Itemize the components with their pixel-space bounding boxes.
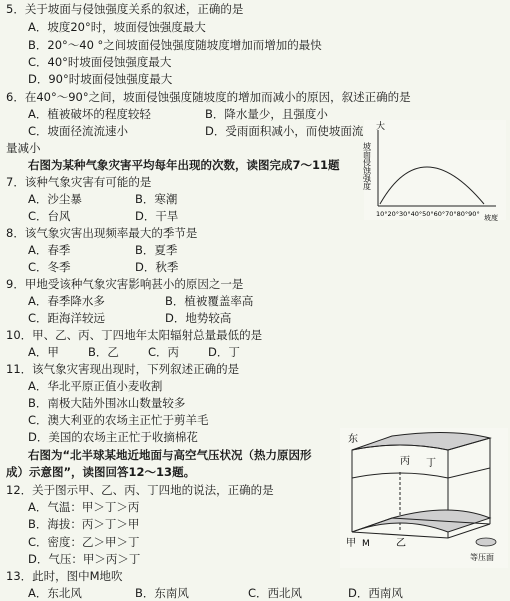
intro-7-11: 右图为某种气象灾害平均每年出现的次数，读图完成7～11题: [28, 158, 340, 172]
q7-option-a: A．沙尘暴: [28, 192, 82, 206]
q6-option-b: B．降水量少，且强度小: [205, 107, 328, 121]
q8-option-a: A．春季: [28, 243, 71, 257]
label-jia: 甲: [346, 538, 356, 549]
q8-stem: 8．该气象灾害出现频率最大的季节是: [6, 226, 198, 240]
pressure-figure: [340, 428, 508, 568]
label-m: M: [362, 539, 370, 549]
q7-stem: 7．该种气象灾害有可能的是: [6, 175, 152, 189]
q12-option-c: C．密度：乙＞甲＞丁: [28, 535, 140, 549]
q9-stem: 9．甲地受该种气象灾害影响甚小的原因之一是: [6, 277, 244, 291]
q9-option-c: C．距海洋较远: [28, 311, 106, 325]
q12-stem: 12．关于图示甲、乙、丙、丁四地的说法，正确的是: [6, 483, 274, 497]
q11-option-d: D．美国的农场主正忙于收摘棉花: [28, 430, 198, 444]
q9-option-b: B．植被覆盖率高: [165, 294, 254, 308]
erosion-y-label: 坡面侵蚀强度: [362, 142, 372, 190]
label-yi: 乙: [396, 538, 406, 549]
q13-stem: 13．此时，图中M地吹: [6, 569, 123, 583]
q12-option-d: D．气压：甲＞丙＞丁: [28, 552, 141, 566]
q9-option-d: D．地势较高: [165, 311, 232, 325]
q7-option-d: D．干旱: [135, 209, 179, 223]
q6-stem: 6．在40°～90°之间，坡面侵蚀强度随坡度的增加而减小的原因，叙述正确的是: [6, 90, 411, 104]
q6-option-d-line2: 量减小: [6, 141, 41, 155]
q11-option-c: C．澳大利亚的农场主正忙于剪羊毛: [28, 413, 209, 427]
q13-option-a: A．东北风: [28, 586, 82, 600]
q8-option-d: D．秋季: [135, 260, 179, 274]
q13-option-d: D．西南风: [348, 586, 403, 600]
intro-12-13-line2: 成）示意图”，读图回答12～13题。: [6, 465, 196, 479]
label-isobar: 等压面: [470, 553, 494, 562]
q7-option-c: C．台风: [28, 209, 71, 223]
label-ding: 丁: [426, 458, 436, 469]
q10-option-d: D．丁: [208, 345, 240, 359]
label-east: 东: [348, 434, 358, 445]
intro-12-13-line1: 右图为“北半球某地近地面与高空气压状况（热力原因形: [28, 448, 312, 462]
erosion-x-label: 坡度: [484, 214, 498, 222]
erosion-y-top-label: 大: [376, 122, 386, 132]
q10-option-a: A．甲: [28, 345, 59, 359]
q5-option-d: D．90°时坡面侵蚀强度最大: [28, 72, 173, 86]
q11-option-a: A．华北平原正值小麦收割: [28, 379, 163, 393]
q6-option-c: C．坡面径流流速小: [28, 124, 129, 138]
q13-option-b: B．东南风: [135, 586, 189, 600]
q11-option-b: B．南极大陆外围冰山数量较多: [28, 396, 186, 410]
q12-option-a: A．气温：甲＞丁＞丙: [28, 500, 140, 514]
erosion-figure: [364, 120, 506, 220]
q13-option-c: C．西北风: [248, 586, 303, 600]
q10-option-c: C．丙: [148, 345, 180, 359]
erosion-x-ticks: 10°20°30°40°50°60°70°80°90°: [376, 210, 480, 218]
q10-stem: 10．甲、乙、丙、丁四地年太阳辐射总量最低的是: [6, 328, 263, 342]
q5-option-c: C．40°时坡面侵蚀强度最大: [28, 55, 172, 69]
q12-option-b: B．海拔：丙＞丁＞甲: [28, 517, 140, 531]
q11-stem: 11．该气象灾害现出现时，下列叙述正确的是: [6, 362, 240, 376]
q10-option-b: B．乙: [88, 345, 119, 359]
q8-option-c: C．冬季: [28, 260, 71, 274]
q6-option-d-line1: D．受雨面积减小，而使坡面流: [205, 124, 364, 138]
q5-option-b: B．20°～40 °之间坡面侵蚀强度随坡度增加而增加的最快: [28, 38, 322, 52]
q9-option-a: A．春季降水多: [28, 294, 105, 308]
q6-option-a: A．植被破坏的程度较轻: [28, 107, 151, 121]
q7-option-b: B．寒潮: [135, 192, 178, 206]
label-bing: 丙: [400, 456, 410, 467]
q8-option-b: B．夏季: [135, 243, 178, 257]
q5-option-a: A．坡度20°时，坡面侵蚀强度最大: [28, 20, 206, 34]
q5-stem: 5．关于坡面与侵蚀强度关系的叙述，正确的是: [6, 2, 244, 16]
isobar-legend-swatch: [476, 538, 496, 546]
